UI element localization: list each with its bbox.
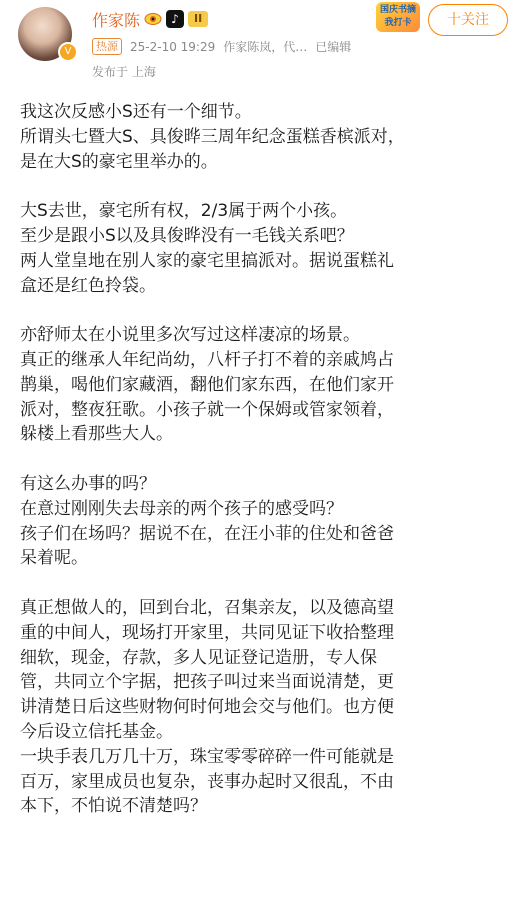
edited-label[interactable]: 已编辑 bbox=[315, 40, 352, 54]
text-line: 本下，不怕说不清楚吗？ bbox=[20, 796, 207, 817]
paragraph bbox=[20, 323, 500, 447]
text-line: 细软，现金，存款，多人见证登记造册，专人保 bbox=[20, 647, 377, 668]
text-line: 大S去世，豪宅所有权，2/3属于两个小孩。 bbox=[20, 201, 348, 222]
text-line: 是在大S的豪宅里举办的。 bbox=[20, 151, 218, 172]
paragraph bbox=[20, 472, 500, 571]
text-line: 百万，家里成员也复杂，丧事办起时又很乱，不由 bbox=[20, 771, 394, 792]
text-line: 所谓头七暨大S、具俊晔三周年纪念蛋糕香槟派对， bbox=[20, 126, 405, 147]
text-line: 盒还是红色拎袋。 bbox=[20, 275, 156, 296]
location: 发布于 上海 bbox=[92, 65, 156, 79]
paragraph bbox=[20, 596, 500, 819]
text-line: 至少是跟小S以及具俊晔没有一毛钱关系吧？ bbox=[20, 225, 354, 246]
text-line: 有这么办事的吗？ bbox=[20, 473, 156, 494]
verified-badge-icon: V bbox=[58, 42, 78, 62]
text-line: 鹊巢，喝他们家藏酒，翻他们家东西，在他们家开 bbox=[20, 374, 394, 395]
text-line: 管，共同立个字据，把孩子叫过来当面说清楚，更 bbox=[20, 672, 394, 693]
text-line: 真正的继承人年纪尚幼，八杆子打不着的亲戚鸠占 bbox=[20, 349, 394, 370]
text-line: 今后设立信托基金。 bbox=[20, 721, 173, 742]
paragraph bbox=[20, 100, 500, 174]
text-line: 真正想做人的，回到台北，召集亲友，以及德高望 bbox=[20, 597, 394, 618]
timestamp: 25-2-10 19:29 bbox=[130, 39, 216, 54]
post-source: 作家陈岚，代… bbox=[223, 40, 308, 54]
follow-button[interactable]: 十关注 bbox=[428, 4, 508, 36]
text-line: 重的中间人，现场打开家里，共同见证下收拾整理 bbox=[20, 622, 394, 643]
hot-tag: 热源 bbox=[92, 38, 122, 55]
text-line: 派对，整夜狂歌。小孩子就一个保姆或管家领着， bbox=[20, 399, 394, 420]
weibo-eye-icon bbox=[144, 12, 162, 26]
text-line: 呆着呢。 bbox=[20, 548, 88, 569]
paragraph bbox=[20, 199, 500, 298]
text-line: 一块手表几万几十万，珠宝零零碎碎一件可能就是 bbox=[20, 746, 394, 767]
text-line: 孩子们在场吗？据说不在，在汪小菲的住处和爸爸 bbox=[20, 523, 394, 544]
text-line: 我这次反感小S还有一个细节。 bbox=[20, 102, 252, 122]
username[interactable]: 作家陈 bbox=[92, 10, 141, 30]
text-line: 两人堂皇地在别人家的豪宅里搞派对。据说蛋糕礼 bbox=[20, 250, 394, 271]
text-line: 在意过刚刚失去母亲的两个孩子的感受吗？ bbox=[20, 498, 343, 519]
post-body bbox=[20, 100, 500, 844]
level-badge: II bbox=[188, 11, 208, 27]
tiktok-icon: ♪ bbox=[166, 10, 184, 28]
text-line: 讲清楚日后这些财物何时何地会交与他们。也方便 bbox=[20, 697, 394, 718]
post-header bbox=[0, 0, 519, 92]
post-meta bbox=[92, 38, 351, 55]
text-line: 亦舒师太在小说里多次写过这样凄凉的场景。 bbox=[20, 325, 360, 346]
campaign-badge[interactable]: 国庆书摘我打卡 bbox=[376, 2, 420, 32]
name-row bbox=[92, 8, 208, 30]
text-line: 躲楼上看那些大人。 bbox=[20, 424, 173, 445]
